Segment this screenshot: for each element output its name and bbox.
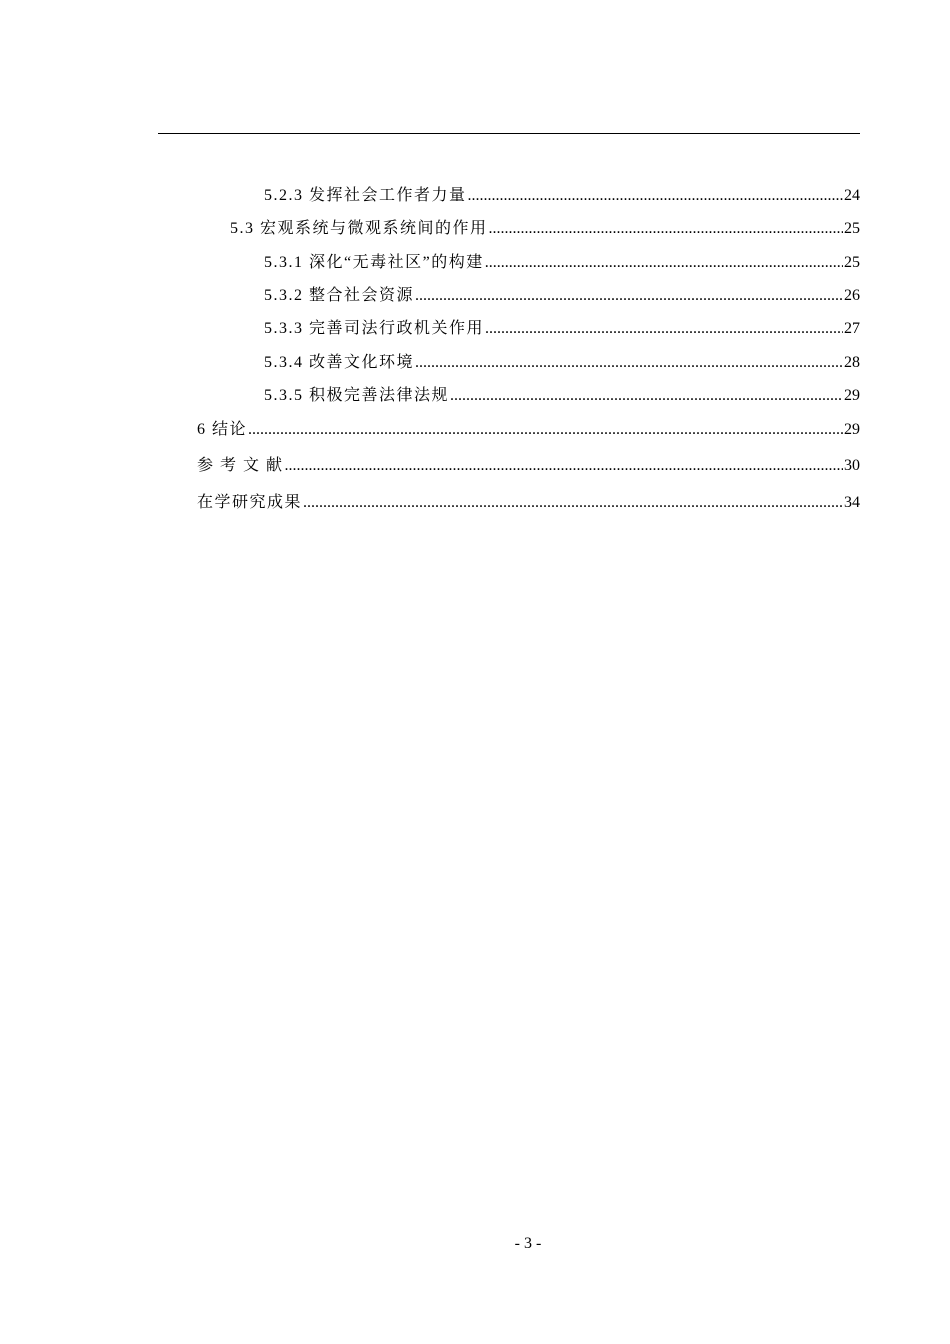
toc-dot-leader <box>285 456 843 476</box>
toc-entry-page: 25 <box>844 254 860 271</box>
toc-entry-6[interactable] <box>197 420 860 440</box>
toc-entry-label: 5.3 宏观系统与微观系统间的作用 <box>230 220 488 237</box>
toc-dot-leader <box>415 286 843 306</box>
toc-entry-label: 在学研究成果 <box>197 494 303 511</box>
toc-entry-label: 参 考 文 献 <box>197 457 284 474</box>
toc-entry-label: 5.3.3 完善司法行政机关作用 <box>264 320 485 337</box>
toc-entry-label: 5.3.2 整合社会资源 <box>264 287 415 304</box>
toc-dot-leader <box>450 386 843 406</box>
toc-entry-5-3-5[interactable] <box>264 386 860 406</box>
toc-dot-leader <box>485 253 843 273</box>
toc-entry-5-2-3[interactable] <box>264 186 860 206</box>
toc-entry-label: 6 结论 <box>197 421 248 438</box>
toc-dot-leader <box>468 186 843 206</box>
toc-dot-leader <box>485 319 843 339</box>
toc-dot-leader <box>415 353 843 373</box>
toc-entry-label: 5.3.4 改善文化环境 <box>264 354 415 371</box>
toc-entry-page: 29 <box>844 387 860 404</box>
toc-entry-label: 5.3.5 积极完善法律法规 <box>264 387 450 404</box>
toc-entry-page: 25 <box>844 220 860 237</box>
toc-entry-5-3-3[interactable] <box>264 319 860 339</box>
toc-entry-page: 27 <box>844 320 860 337</box>
header-rule <box>158 133 860 134</box>
toc-dot-leader <box>303 493 843 513</box>
toc-entry-5-3[interactable] <box>230 219 860 239</box>
toc-entry-page: 29 <box>844 421 860 438</box>
toc-dot-leader <box>489 219 843 239</box>
toc-entry-page: 30 <box>844 457 860 474</box>
toc-entry-page: 24 <box>844 187 860 204</box>
toc-dot-leader <box>248 420 843 440</box>
toc-entry-research-results[interactable] <box>197 493 860 513</box>
toc-entry-references[interactable] <box>197 456 860 476</box>
page-number: - 3 - <box>514 1235 542 1252</box>
toc-entry-page: 28 <box>844 354 860 371</box>
toc-entry-label: 5.2.3 发挥社会工作者力量 <box>264 187 467 204</box>
toc-entry-5-3-2[interactable] <box>264 286 860 306</box>
toc-entry-page: 26 <box>844 287 860 304</box>
toc-entry-page: 34 <box>844 494 860 511</box>
toc-entry-5-3-1[interactable] <box>264 253 860 273</box>
toc-entry-5-3-4[interactable] <box>264 353 860 373</box>
toc-entry-label: 5.3.1 深化“无毒社区”的构建 <box>264 254 484 271</box>
